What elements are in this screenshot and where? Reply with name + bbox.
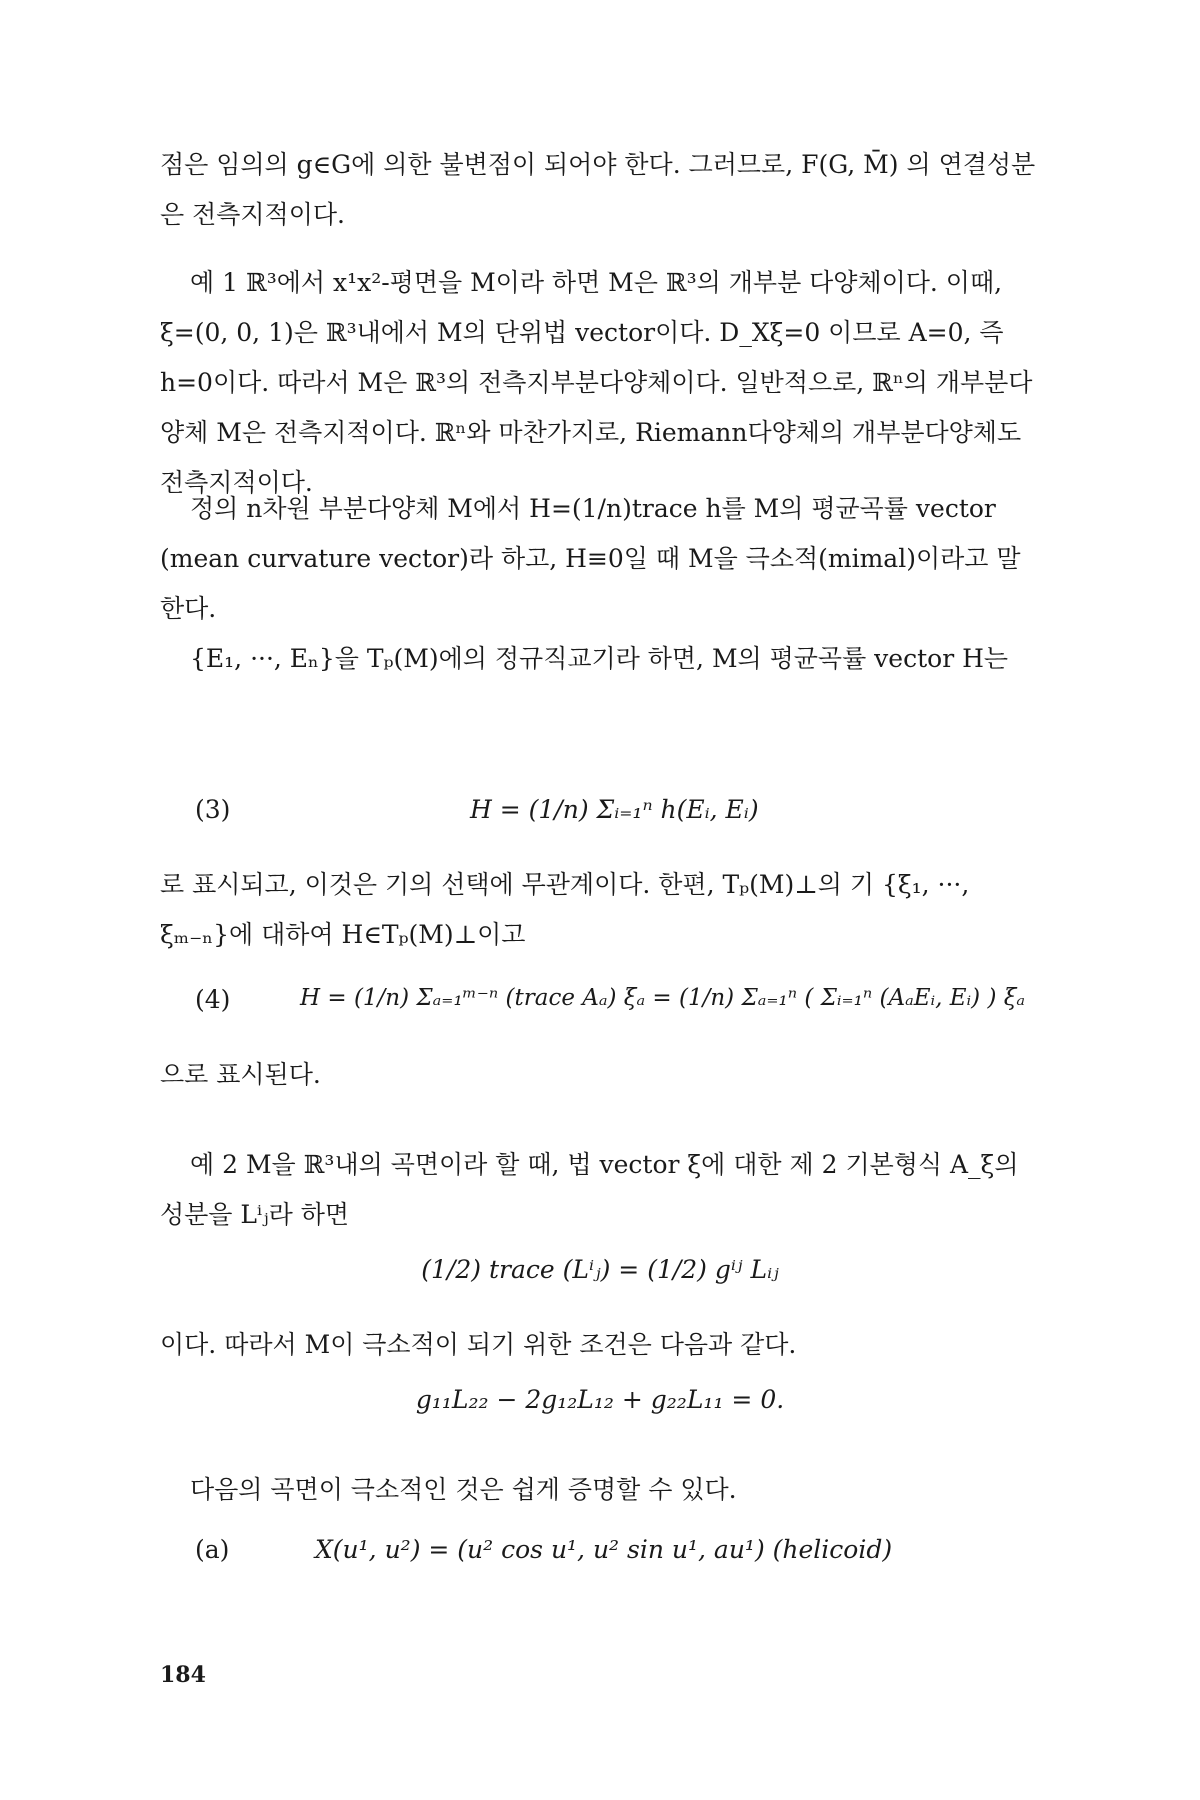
equation-trace: (1/2) trace (Lⁱⱼ) = (1/2) gⁱʲ Lᵢⱼ	[421, 1255, 779, 1284]
equation-4-number: (4)	[195, 985, 231, 1014]
equation-4: H = (1/n) Σₐ₌₁ᵐ⁻ⁿ (trace Aₐ) ξₐ = (1/n) Σₐ₌₁ⁿ ( Σᵢ₌₁ⁿ (AₐEᵢ, Eᵢ) ) ξₐ	[300, 985, 1026, 1011]
paragraph-example-1: 예 1 ℝ³에서 x¹x²-평면을 M이라 하면 M은 ℝ³의 개부분 다양체이다. 이때, ξ=(0, 0, 1)은 ℝ³내에서 M의 단위법 vector이다. D_Xξ=0 이므로 A=0, 즉 h=0이다. 따라서 M은 ℝ³의 전측지부분다양체이다. 일반적으로, ℝⁿ의 개부분다양체 M은 전측지적이다. ℝⁿ와 마찬가지로, Riemann다양체의 개부분다양체도 전측지적이다.	[160, 268, 1033, 497]
paragraph-representation: 로 표시되고, 이것은 기의 선택에 무관계이다. 한편, Tₚ(M)⊥의 기 {ξ₁, ···, ξₘ₋ₙ}에 대하여 H∈Tₚ(M)⊥이고	[160, 870, 970, 949]
page-number: 184	[160, 1662, 206, 1688]
equation-minimal-condition: g₁₁L₂₂ − 2g₁₂L₁₂ + g₂₂L₁₁ = 0.	[415, 1385, 785, 1414]
paragraph-condition: 이다. 따라서 M이 극소적이 되기 위한 조건은 다음과 같다.	[160, 1330, 797, 1359]
paragraph-intro: 점은 임의의 g∈G에 의한 불변점이 되어야 한다. 그러므로, F(G, M̄) 의 연결성분은 전측지적이다.	[160, 150, 1036, 229]
paragraph-expressed: 으로 표시된다.	[160, 1060, 321, 1089]
paragraph-definition: 정의 n차원 부분다양체 M에서 H=(1/n)trace h를 M의 평균곡률 vector (mean curvature vector)라 하고, H≡0일 때 M을 극소적(mimal)이라고 말한다.	[160, 494, 1021, 623]
equation-3: H = (1/n) Σᵢ₌₁ⁿ h(Eᵢ, Eᵢ)	[470, 795, 759, 824]
paragraph-orthonormal-frame: {E₁, ···, Eₙ}을 Tₚ(M)에의 정규직교기라 하면, M의 평균곡률 vector H는	[190, 644, 1009, 673]
equation-helicoid: X(u¹, u²) = (u² cos u¹, u² sin u¹, au¹) (helicoid)	[315, 1535, 893, 1564]
equation-a-label: (a)	[195, 1535, 230, 1564]
paragraph-surfaces: 다음의 곡면이 극소적인 것은 쉽게 증명할 수 있다.	[190, 1475, 737, 1504]
equation-3-number: (3)	[195, 795, 231, 824]
paragraph-example-2: 예 2 M을 ℝ³내의 곡면이라 할 때, 법 vector ξ에 대한 제 2 기본형식 A_ξ의 성분을 Lⁱⱼ라 하면	[160, 1150, 1019, 1229]
